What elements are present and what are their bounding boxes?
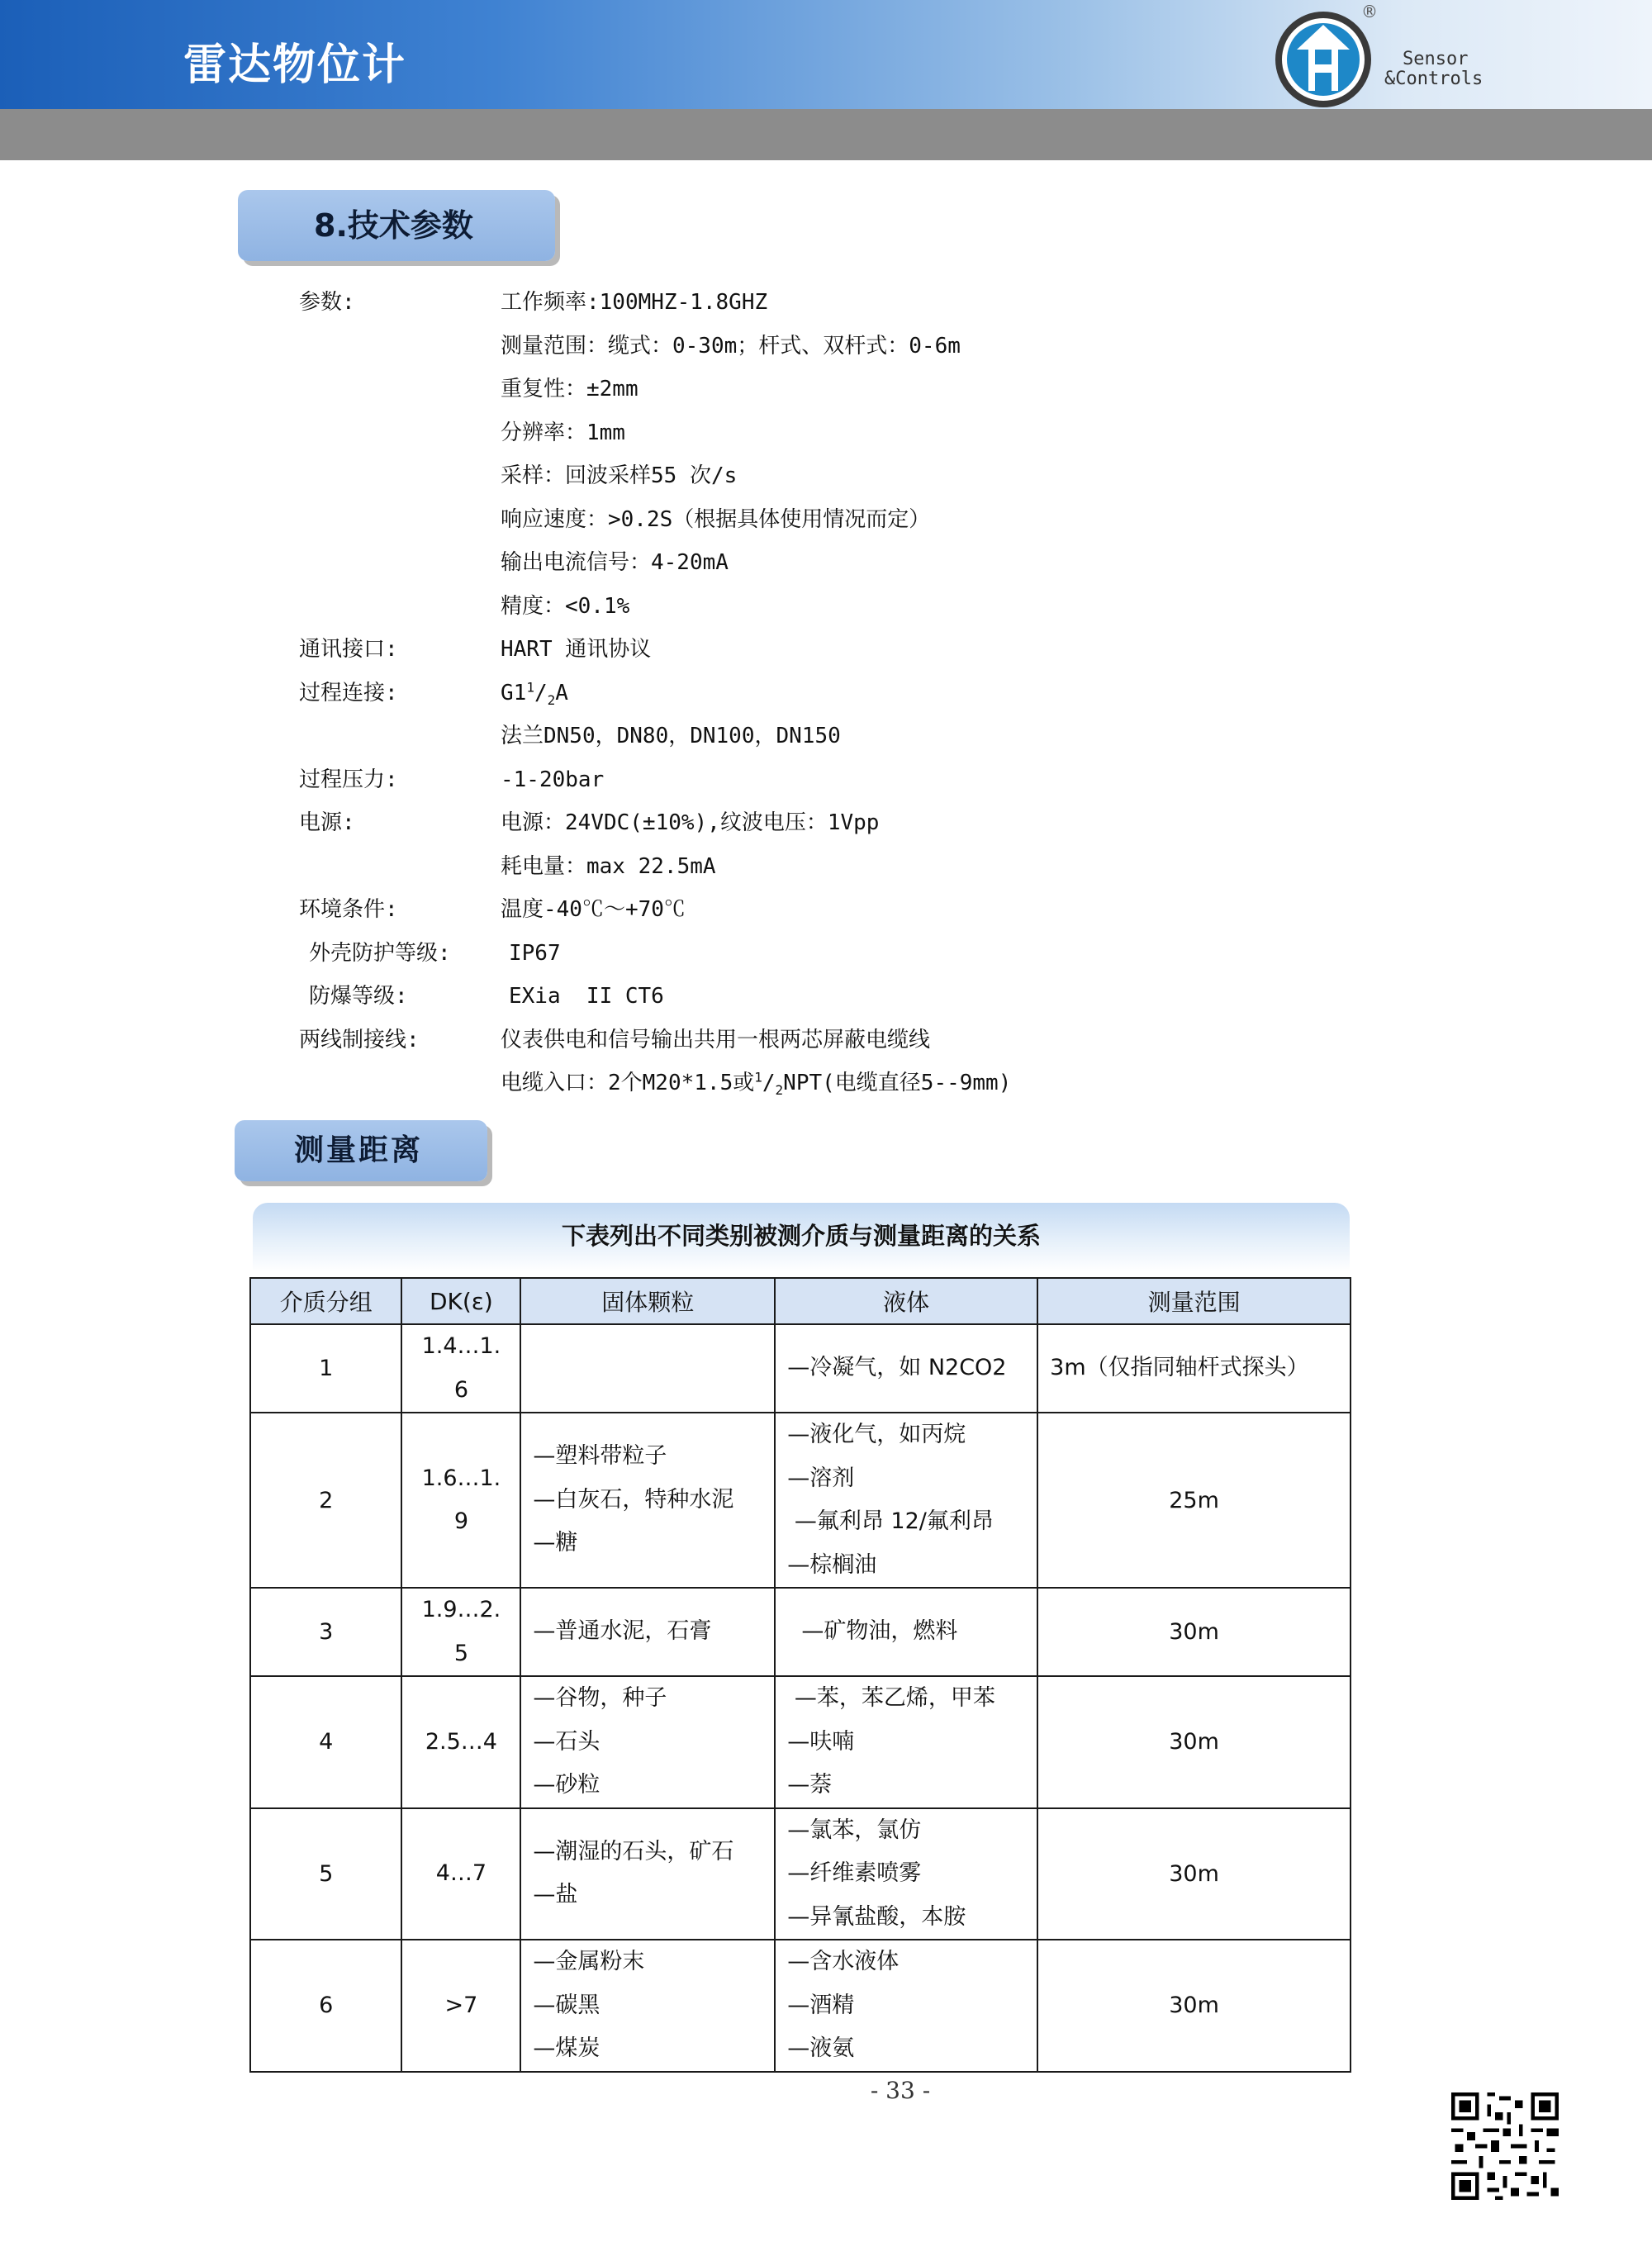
cell-liquid-line: —冷凝气，如 N2CO2 (787, 1355, 1007, 1381)
table-caption: 下表列出不同类别被测介质与测量距离的关系 (253, 1203, 1350, 1272)
cell-solid-line: —煤炭 (533, 2035, 601, 2061)
cell-dk-line: 1.4…1. (421, 1333, 501, 1359)
cell-solid-line: —谷物，种子 (533, 1685, 667, 1711)
param-row: 过程连接: $G1^1/_2A$ (299, 678, 568, 708)
cell-dk (401, 1413, 520, 1588)
param-row: 耗电量：max 22.5mA (501, 853, 716, 879)
col-header-liquid: 液体 (775, 1278, 1037, 1324)
param-row: 分辨率：1mm (501, 420, 625, 445)
cell-solid-line: —砂粒 (533, 1772, 601, 1798)
company-logo-icon (1274, 10, 1373, 109)
cell-range: 3m（仅指同轴杆式探头） (1037, 1324, 1351, 1413)
param-row: 测量范围：缆式：0-30m；杆式、双杆式：0-6m (501, 333, 961, 359)
table-header-row (250, 1278, 1351, 1324)
cell-solid-line: —金属粉末 (533, 1949, 645, 1974)
cell-solid-line: —塑料带粒子 (533, 1443, 667, 1470)
cell-liquid (775, 1676, 1037, 1808)
table-row (250, 1588, 1351, 1676)
cell-dk-line: 5 (453, 1640, 468, 1666)
registered-mark: ® (1361, 2, 1378, 21)
param-row: 过程压力: -1-20bar (299, 767, 605, 792)
table-row (250, 1676, 1351, 1808)
cell-solid (520, 1588, 775, 1676)
page-number: - 33 - (870, 2077, 931, 2104)
col-header-dk: DK(ε) (401, 1278, 520, 1324)
table-row (250, 1940, 1351, 2072)
cell-solid (520, 1676, 775, 1808)
cell-solid-line: —糖 (533, 1530, 578, 1556)
cell-dk-line: >7 (444, 1992, 478, 2018)
cell-dk (401, 1324, 520, 1413)
header-band (0, 109, 1652, 160)
param-row: 电缆入口：2个M20*1.5或$^1/_2NPT$(电缆直径5--9mm) (501, 1069, 1012, 1099)
cell-dk (401, 1588, 520, 1676)
col-header-group: 介质分组 (250, 1278, 401, 1324)
param-row: 响应速度：>0.2S（根据具体使用情况而定） (501, 506, 931, 532)
cell-solid-line: —普通水泥，石膏 (533, 1618, 712, 1645)
cell-liquid-line: —萘 (787, 1772, 833, 1798)
qr-code-icon (1447, 2088, 1563, 2204)
cell-group: 5 (250, 1808, 401, 1940)
param-row: 精度：<0.1% (501, 593, 630, 619)
cell-liquid-line: —酒精 (787, 1992, 855, 2018)
param-row: 参数: 工作频率:100MHZ-1.8GHZ (299, 290, 768, 315)
cell-dk (401, 1940, 520, 2072)
media-distance-table (249, 1277, 1351, 2073)
cell-range: 30m (1037, 1808, 1351, 1940)
logo-wordmark: Sensor &Controls (1384, 49, 1483, 89)
cell-liquid (775, 1940, 1037, 2072)
param-row: 电源: 电源：24VDC(±10%),纹波电压：1Vpp (299, 810, 880, 835)
cell-solid (520, 1808, 775, 1940)
table-row (250, 1324, 1351, 1413)
cell-solid (520, 1324, 775, 1413)
cell-solid-line: —石头 (533, 1728, 601, 1755)
cell-liquid-line: —呋喃 (787, 1728, 855, 1755)
cell-liquid-line: —异氰盐酸，本胺 (787, 1903, 966, 1930)
cell-liquid (775, 1808, 1037, 1940)
cell-solid-line: —盐 (533, 1882, 578, 1908)
cell-liquid-line: —纤维素喷雾 (787, 1860, 922, 1886)
table-row (250, 1413, 1351, 1588)
cell-liquid-line: —溶剂 (787, 1465, 855, 1491)
cell-liquid-line: —液氨 (787, 2035, 855, 2061)
cell-dk-line: 1.9…2. (421, 1597, 501, 1622)
cell-dk-line: 6 (453, 1376, 468, 1403)
cell-solid (520, 1940, 775, 2072)
section-title-tech-params: 8.技术参数 (238, 190, 555, 261)
cell-group: 1 (250, 1324, 401, 1413)
document-title: 雷达物位计 (183, 40, 407, 90)
tech-params-list (299, 281, 1373, 1105)
cell-liquid (775, 1588, 1037, 1676)
cell-dk-line: 2.5…4 (425, 1728, 497, 1755)
cell-solid-line: —碳黑 (533, 1992, 601, 2018)
cell-liquid-line: —氯苯，氯仿 (787, 1817, 922, 1843)
cell-group: 4 (250, 1676, 401, 1808)
cell-liquid (775, 1413, 1037, 1588)
param-row: 采样：回波采样55 次/s (501, 463, 738, 488)
cell-solid-line: —潮湿的石头，矿石 (533, 1838, 734, 1864)
param-row: 通讯接口: HART 通讯协议 (299, 637, 652, 662)
cell-dk (401, 1808, 520, 1940)
cell-dk-line: 4…7 (435, 1860, 487, 1886)
cell-solid (520, 1413, 775, 1588)
col-header-solid: 固体颗粒 (520, 1278, 775, 1324)
cell-group: 2 (250, 1413, 401, 1588)
cell-range: 30m (1037, 1676, 1351, 1808)
cell-liquid-line: —液化气，如丙烷 (787, 1422, 966, 1447)
param-row: 环境条件: 温度-40℃～+70℃ (299, 897, 686, 922)
cell-dk-line: 9 (453, 1508, 468, 1534)
section-title-measure-distance: 测量距离 (235, 1120, 487, 1181)
cell-liquid-line: —氟利昂 12/氟利昂 (787, 1508, 994, 1534)
cell-liquid-line: —含水液体 (787, 1949, 900, 1974)
cell-range: 30m (1037, 1940, 1351, 2072)
cell-group: 6 (250, 1940, 401, 2072)
col-header-range: 测量范围 (1037, 1278, 1351, 1324)
param-row: 外壳防护等级: IP67 (309, 940, 561, 966)
cell-dk (401, 1676, 520, 1808)
cell-solid-line: —白灰石，特种水泥 (533, 1486, 734, 1513)
cell-liquid-line: —棕榈油 (787, 1551, 877, 1578)
cell-liquid-line: —苯，苯乙烯，甲苯 (787, 1685, 995, 1711)
cell-range: 30m (1037, 1588, 1351, 1676)
param-row: 两线制接线: 仪表供电和信号输出共用一根两芯屏蔽电缆线 (299, 1027, 931, 1052)
cell-group: 3 (250, 1588, 401, 1676)
param-row: 法兰DN50，DN80，DN100，DN150 (501, 724, 841, 748)
param-row: 防爆等级: EXia II CT6 (309, 984, 664, 1009)
cell-range: 25m (1037, 1413, 1351, 1588)
param-row: 重复性：±2mm (501, 377, 638, 401)
cell-liquid-line: —矿物油，燃料 (787, 1618, 958, 1645)
table-row (250, 1808, 1351, 1940)
cell-liquid (775, 1324, 1037, 1413)
param-row: 输出电流信号：4-20mA (501, 550, 729, 575)
cell-dk-line: 1.6…1. (421, 1465, 501, 1491)
